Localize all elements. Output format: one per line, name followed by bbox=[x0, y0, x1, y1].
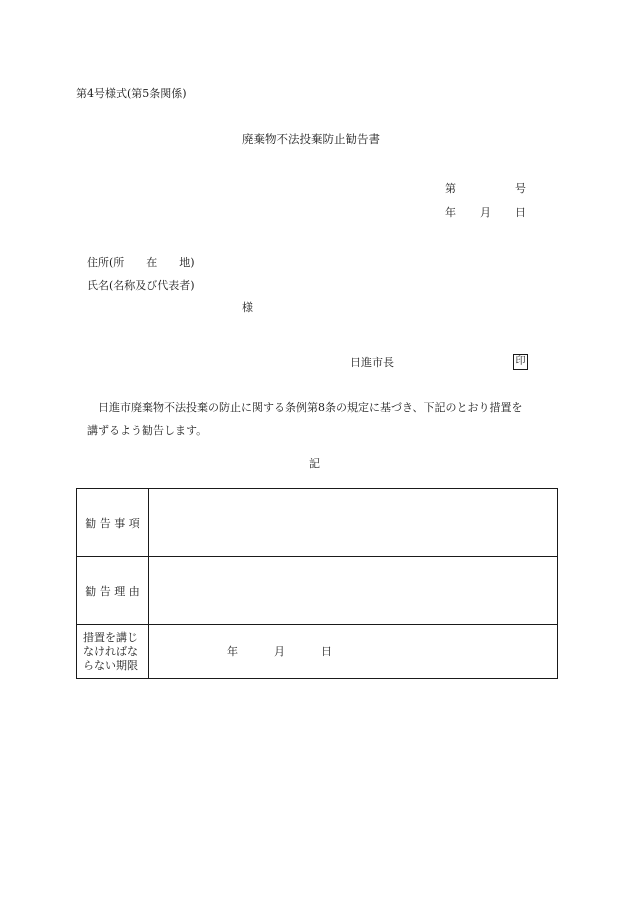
recommendation-table bbox=[76, 488, 558, 679]
date-year: 年 bbox=[445, 206, 456, 219]
deadline-cell[interactable] bbox=[149, 625, 558, 679]
body-line-2: 講ずるよう勧告します。 bbox=[87, 424, 208, 437]
recommendation-reason-cell[interactable] bbox=[149, 557, 558, 625]
table-row bbox=[77, 489, 558, 557]
issuer-name: 日進市長 bbox=[350, 356, 394, 369]
date-month: 月 bbox=[480, 206, 491, 219]
deadline-month: 月 bbox=[274, 645, 285, 658]
recommendation-reason-label: 勧 告 理 由 bbox=[77, 557, 149, 625]
document-title: 廃棄物不法投棄防止勧告書 bbox=[242, 132, 380, 146]
recommendation-items-cell[interactable] bbox=[149, 489, 558, 557]
deadline-year: 年 bbox=[227, 645, 238, 658]
doc-number-suffix: 号 bbox=[515, 182, 526, 195]
deadline-day: 日 bbox=[321, 645, 332, 658]
seal-mark: 印 bbox=[513, 354, 528, 370]
table-row bbox=[77, 557, 558, 625]
deadline-label: 措置を講じなければならない期限 bbox=[77, 625, 149, 679]
ki-heading: 記 bbox=[309, 457, 320, 470]
recommendation-items-label: 勧 告 事 項 bbox=[77, 489, 149, 557]
address-label: 住所(所 在 地) bbox=[87, 256, 195, 269]
body-line-1: 日進市廃棄物不法投棄の防止に関する条例第8条の規定に基づき、下記のとおり措置を bbox=[98, 401, 523, 414]
name-label: 氏名(名称及び代表者) bbox=[87, 279, 195, 292]
date-day: 日 bbox=[515, 206, 526, 219]
doc-number-prefix: 第 bbox=[445, 182, 456, 195]
honorific: 様 bbox=[242, 301, 253, 314]
form-number: 第4号様式(第5条関係) bbox=[76, 87, 187, 100]
table-row bbox=[77, 625, 558, 679]
